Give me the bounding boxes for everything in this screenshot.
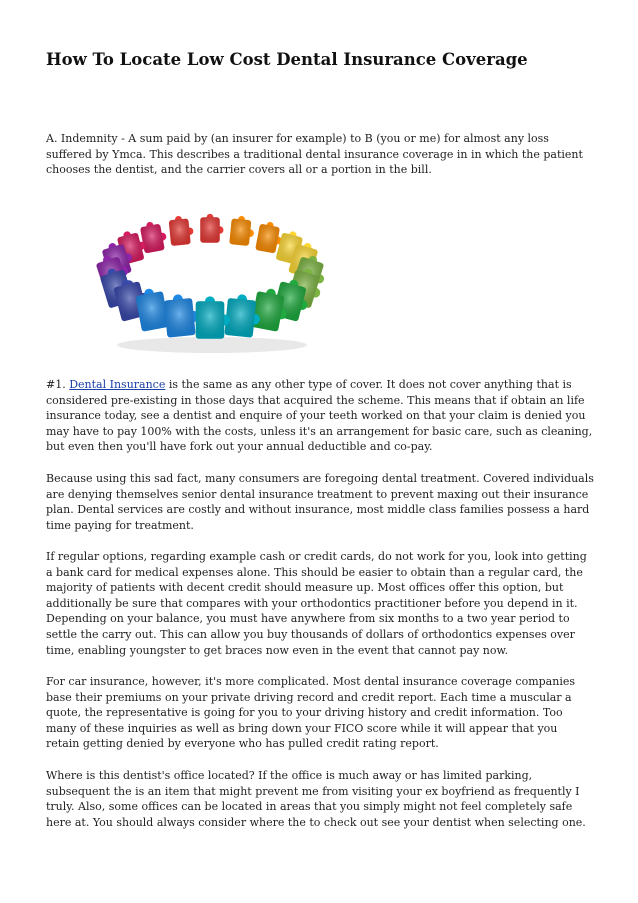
paragraph-indemnity: A. Indemnity - A sum paid by (an insurer for example) to B (you or me) for almost any loss suffered by Ymca. This describes a traditional dental insurance coverage in in which the patient chooses the dentist, and the carrier covers all or a portion in the bill. — [46, 132, 583, 177]
paragraph-sad-fact: Because using this sad fact, many consumers are foregoing dental treatment. Covered individuals are denying themselves senior dental insurance treatment to prevent maxing out their insurance plan. Dental services are costly and without insurance, most middle class families possess a hard time paying for treatment. — [46, 472, 594, 532]
paragraph-rest: is the same as any other type of cover. It does not cover anything that is considered pre-existing in those days that acquired the scheme. This means that if obtain an life insurance today, see a dentist and enquire of your teeth worked on that your claim is denied you may have to pay 100% with the costs, unless it's an arrangement for basic care, such as cleaning, but even then you'll have fork out your annual deductible and co-pay. — [46, 378, 593, 454]
page-title: How To Locate Low Cost Dental Insurance Coverage — [46, 50, 528, 69]
paragraph-car-insurance: For car insurance, however, it's more complicated. Most dental insurance coverage companies base their premiums on your private driving record and credit report. Each time a muscular a quote, the representative is going for you to your driving history and credit information. Too many of these inquiries as well as bring down your FICO score while it will appear that you retain getting denied by everyone who has pulled credit rating report. — [46, 675, 575, 751]
puzzle-ring-image — [92, 205, 330, 355]
dental-insurance-link[interactable]: Dental Insurance — [69, 378, 166, 391]
paragraph-prefix: #1. — [46, 378, 70, 391]
puzzle-piece — [163, 293, 201, 338]
paragraph-regular-options: If regular options, regarding example cash or credit cards, do not work for you, look into getting a bank card for medical expenses alone. This should be easier to obtain than a regular card, the majority of patients with decent credit should measure up. Most offices offer this option, but additionally be sure that compares with your orthodontics practitioner before you depend in it. Depending on your balance, you must have anywhere from six months to a two year period to settle the carry out. This can allow you buy thousands of dollars of orthodontics expenses over time, enabling youngster to get braces now even in the event that cannot pay now. — [46, 550, 587, 657]
paragraph-office-location: Where is this dentist's office located? If the office is much away or has limited parking, subsequent the is an item that might prevent me from visiting your ex boyfriend as frequently I truly. Also, some offices can be located in areas that you simply might not feel completely safe here at. You should always consider where the to check out see your dentist when selecting one. — [46, 769, 586, 829]
puzzle-piece — [229, 215, 255, 246]
puzzle-piece — [200, 214, 223, 243]
puzzle-piece — [168, 215, 194, 246]
paragraph-dental-insurance — [46, 377, 594, 455]
